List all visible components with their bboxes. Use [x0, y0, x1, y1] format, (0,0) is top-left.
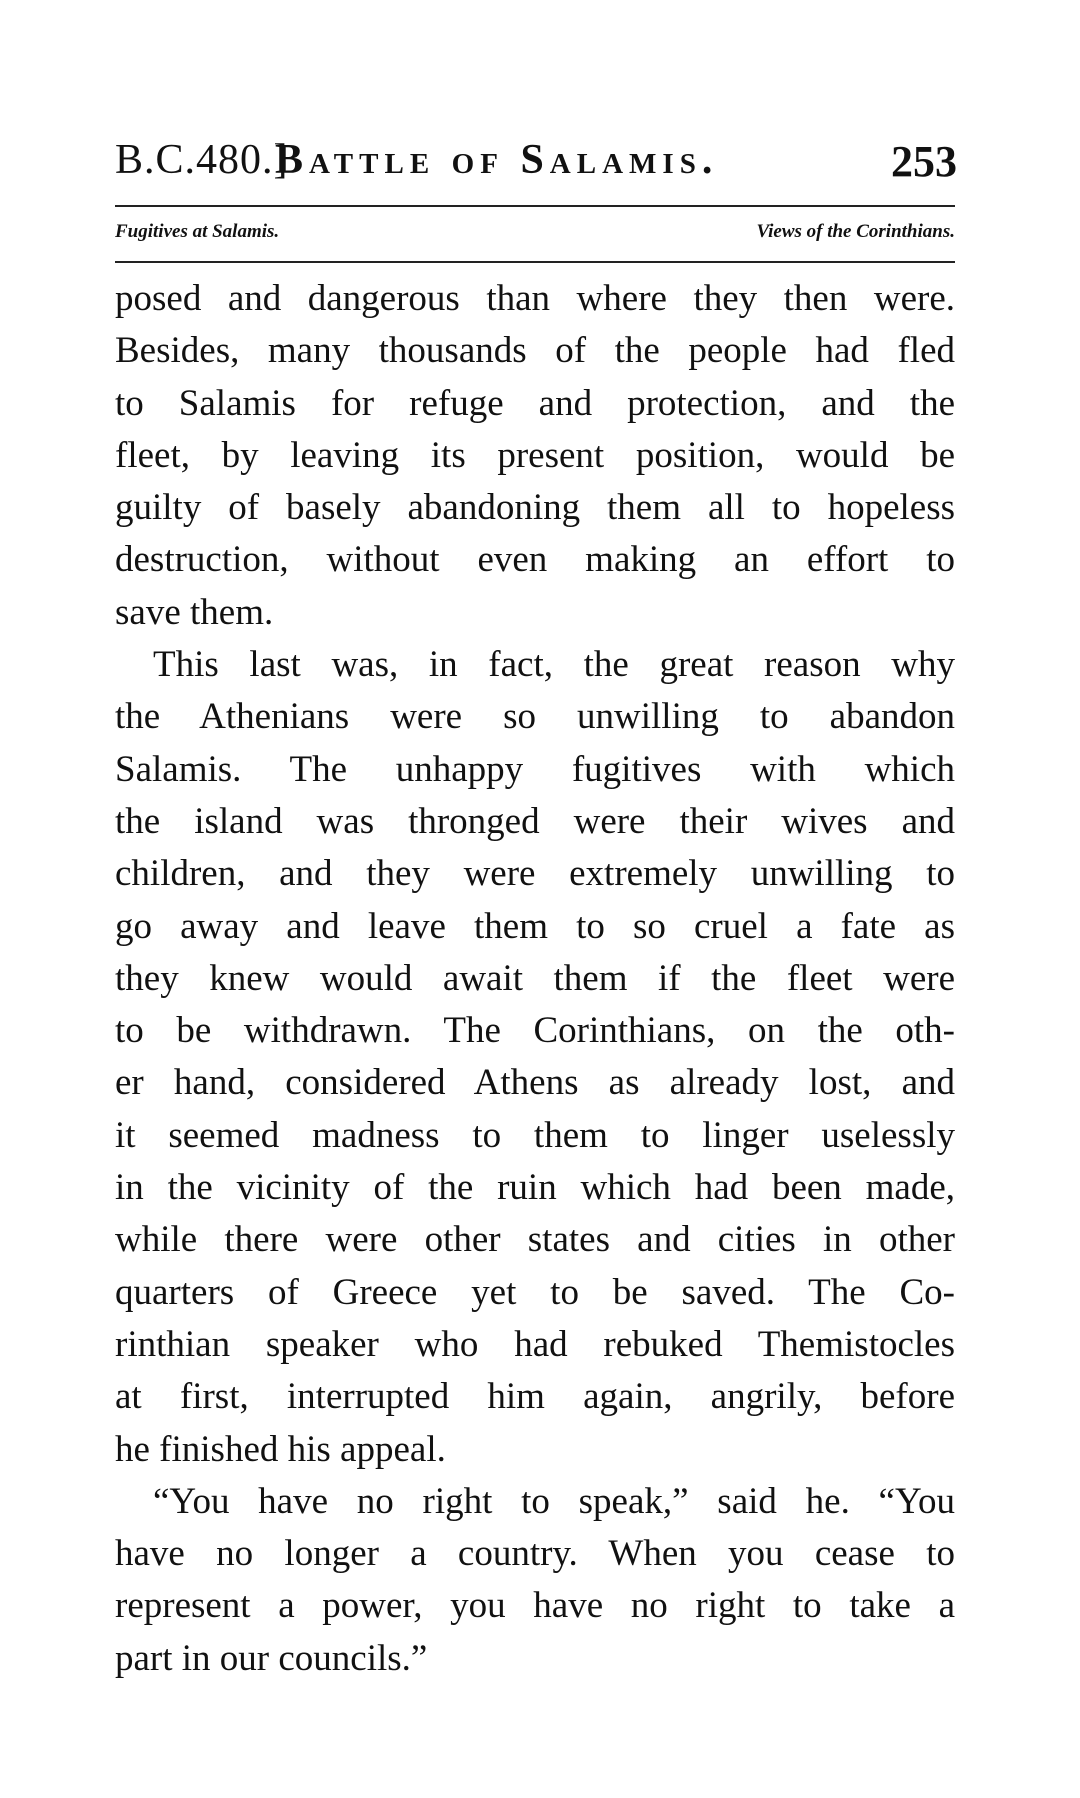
body-text: [115, 273, 955, 1685]
text-line: at first, interrupted him again, angrily, before: [115, 1376, 955, 1418]
text-line: This last was, in fact, the great reason why: [153, 644, 955, 686]
text-line: destruction, without even making an effort to: [115, 539, 955, 581]
header-title: Battle of Salamis.: [275, 137, 719, 183]
text-line: to be withdrawn. The Corinthians, on the oth-: [115, 1010, 955, 1052]
header-rule-bottom: [115, 261, 955, 263]
text-line: “You have no right to speak,” said he. “You: [153, 1480, 955, 1522]
text-line: Besides, many thousands of the people had fled: [115, 330, 955, 372]
text-line: while there were other states and cities in other: [115, 1219, 955, 1261]
text-line: er hand, considered Athens as already lost, and: [115, 1062, 955, 1104]
subheader-right: Views of the Corinthians.: [756, 221, 955, 242]
text-line: rinthian speaker who had rebuked Themistocles: [115, 1323, 955, 1365]
subheader: [115, 217, 955, 251]
text-line: have no longer a country. When you cease to: [115, 1533, 955, 1575]
text-line: posed and dangerous than where they then were.: [115, 278, 955, 319]
text-line: quarters of Greece yet to be saved. The Co-: [115, 1271, 955, 1313]
text-line: guilty of basely abandoning them all to hopeless: [115, 487, 955, 529]
text-line: children, and they were extremely unwilling to: [115, 853, 955, 895]
text-line: it seemed madness to them to linger uselessly: [115, 1114, 955, 1156]
text-line: the Athenians were so unwilling to abandon: [115, 696, 955, 738]
page-number: 253: [891, 137, 957, 186]
header-date: B.C.480.]: [115, 137, 289, 183]
text-line: go away and leave them to so cruel a fate as: [115, 905, 955, 947]
text-line: the island was thronged were their wives and: [115, 800, 955, 842]
text-line: part in our councils.”: [115, 1637, 428, 1679]
text-line: fleet, by leaving its present position, would be: [115, 434, 955, 476]
header-rule-top: [115, 205, 955, 207]
text-line: they knew would await them if the fleet were: [115, 957, 955, 999]
subheader-left: Fugitives at Salamis.: [115, 221, 280, 242]
text-line: Salamis. The unhappy fugitives with which: [115, 748, 955, 790]
text-line: to Salamis for refuge and protection, and the: [115, 382, 955, 424]
text-line: he finished his appeal.: [115, 1428, 446, 1470]
running-header: [115, 136, 957, 196]
text-line: represent a power, you have no right to take a: [115, 1585, 955, 1627]
text-line: in the vicinity of the ruin which had been made,: [115, 1167, 955, 1209]
text-line: save them.: [115, 591, 274, 633]
